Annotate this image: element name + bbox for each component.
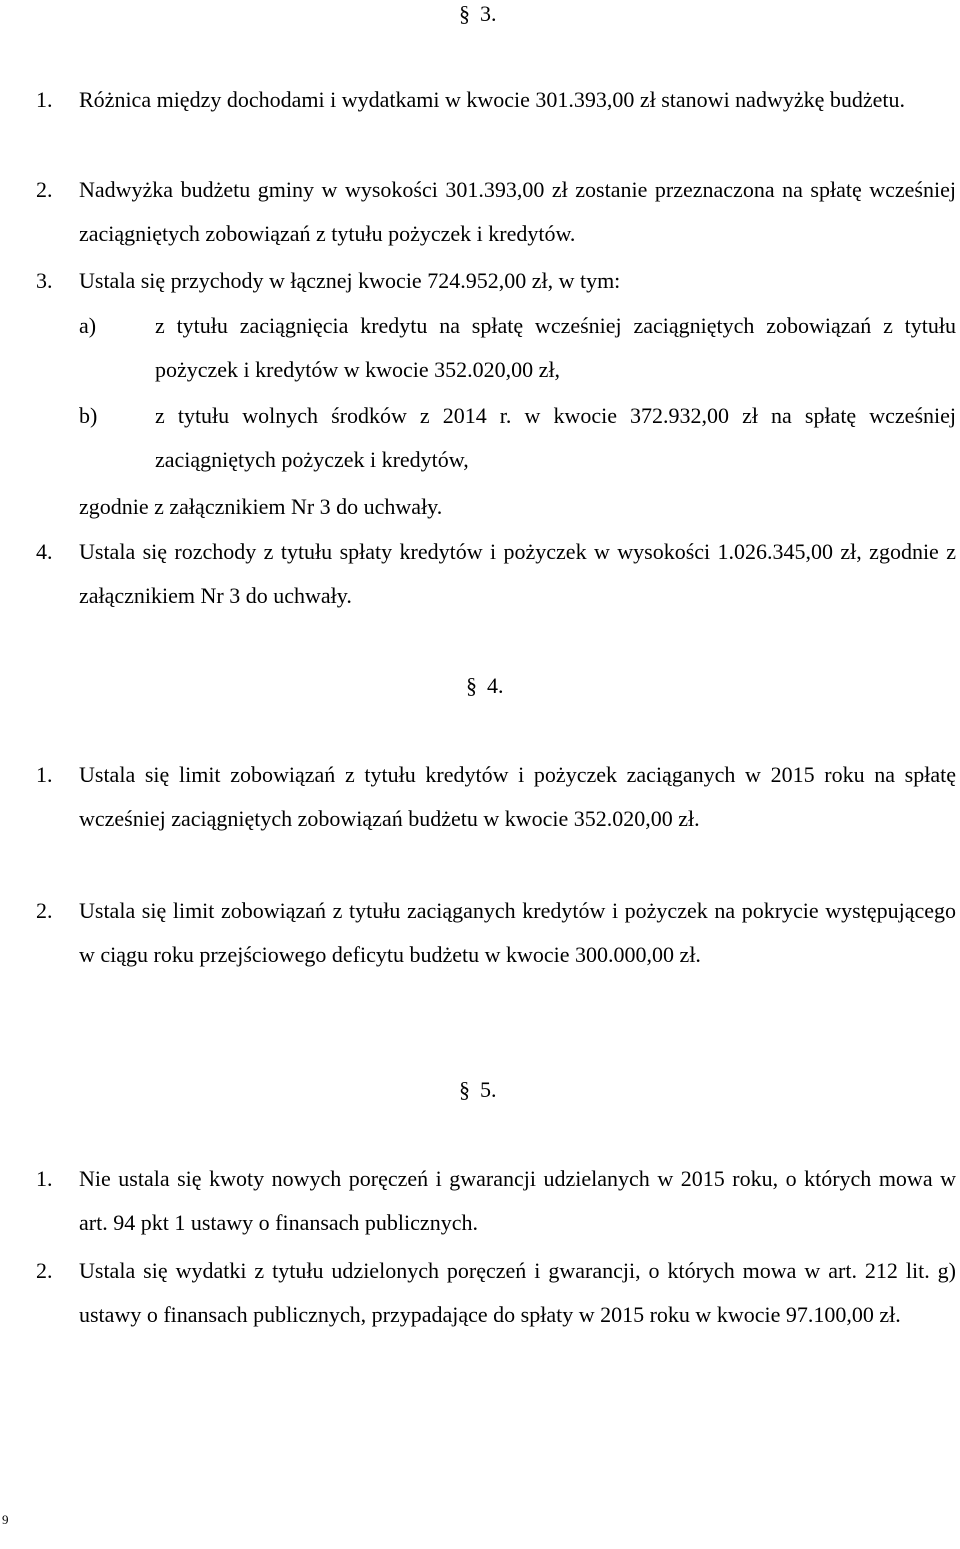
item-text: Ustala się rozchody z tytułu spłaty kredytów i pożyczek w wysokości 1.026.345,00 zł, zgodnie z załącznikiem Nr 3 do uchwały.: [79, 539, 956, 608]
item-text: Ustala się przychody w łącznej kwocie 724.952,00 zł, w tym:: [79, 268, 621, 293]
section-heading-4: [466, 672, 504, 700]
item-number: 1.: [36, 762, 53, 787]
item-number: 3.: [36, 268, 53, 293]
section-heading-5: [459, 1076, 497, 1104]
item-number: 4.: [36, 539, 53, 564]
item-number: 2.: [36, 177, 53, 202]
subitem-label: b): [79, 403, 98, 428]
section-sign: §: [459, 1, 470, 26]
item-text: Nie ustala się kwoty nowych poręczeń i gwarancji udzielanych w 2015 roku, o których mowa w art. 94 pkt 1 ustawy o finansach publicznych.: [79, 1166, 956, 1235]
item-number: 1.: [36, 1166, 53, 1191]
item-number: 2.: [36, 1258, 53, 1283]
section-number: 5.: [480, 1077, 497, 1102]
section-sign: §: [466, 673, 477, 698]
item-text: Ustala się wydatki z tytułu udzielonych poręczeń i gwarancji, o których mowa w art. 212 lit. g) ustawy o finansach publicznych, przypadające do spłaty w 2015 roku w kwocie 97.100,00 zł.: [79, 1258, 956, 1327]
item-text: Ustala się limit zobowiązań z tytułu kredytów i pożyczek zaciąganych w 2015 roku na spłatę wcześniej zaciągniętych zobowiązań budżetu w kwocie 352.020,00 zł.: [79, 762, 956, 831]
item-number: 2.: [36, 898, 53, 923]
item-number: 1.: [36, 87, 53, 112]
subitem-label: a): [79, 313, 97, 338]
subitem-text: z tytułu zaciągnięcia kredytu na spłatę wcześniej zaciągniętych zobowiązań z tytułu pożyczek i kredytów w kwocie 352.020,00 zł,: [155, 313, 956, 382]
section-sign: §: [459, 1077, 470, 1102]
closing-text: zgodnie z załącznikiem Nr 3 do uchwały.: [79, 494, 443, 519]
item-text: Różnica między dochodami i wydatkami w kwocie 301.393,00 zł stanowi nadwyżkę budżetu.: [79, 87, 906, 112]
section-number: 3.: [480, 1, 497, 26]
page-number: 9: [2, 1512, 9, 1527]
item-text: Nadwyżka budżetu gminy w wysokości 301.393,00 zł zostanie przeznaczona na spłatę wcześniej zaciągniętych zobowiązań z tytułu pożyczek i kredytów.: [79, 177, 956, 246]
subitem-text: z tytułu wolnych środków z 2014 r. w kwocie 372.932,00 zł na spłatę wcześniej zaciągniętych pożyczek i kredytów,: [155, 403, 956, 472]
section-number: 4.: [487, 673, 504, 698]
item-text: Ustala się limit zobowiązań z tytułu zaciąganych kredytów i pożyczek na pokrycie występującego w ciągu roku przejściowego deficytu budżetu w kwocie 300.000,00 zł.: [79, 898, 956, 967]
section-heading-3: [459, 0, 497, 28]
